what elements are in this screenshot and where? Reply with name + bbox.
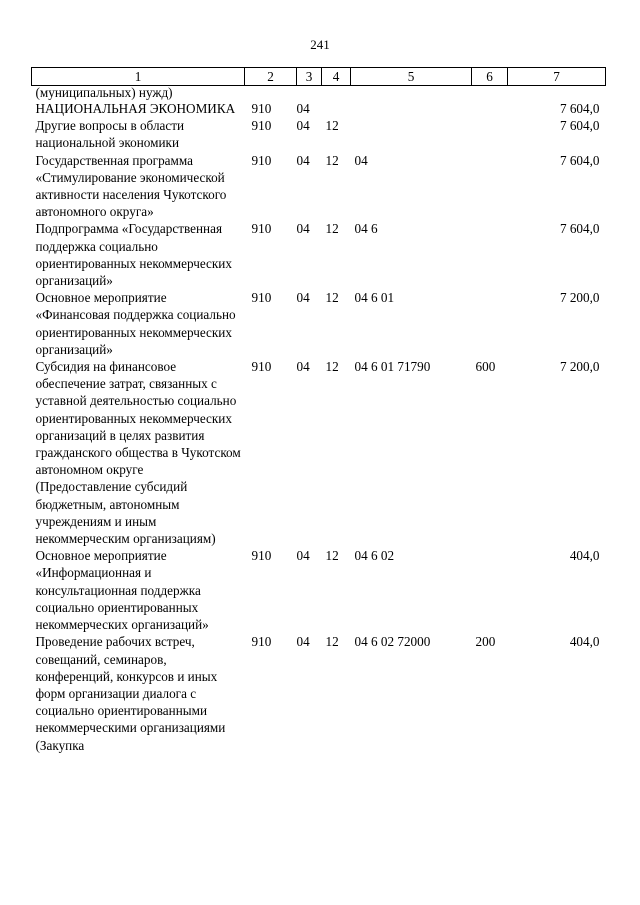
row-subsection-code: 12 xyxy=(325,634,339,650)
row-ministry-code: 910 xyxy=(251,359,272,375)
row-section-code: 04 xyxy=(296,634,310,650)
row-name: Субсидия на финансовое обеспечение затрат, связанных с уставной деятельностью социально ориентированных некоммерческих организаций в целях развития гражданского общества в Чукотском автономном округе (Предоставление субсидий бюджетным, автономным учреждениям и иным некоммерческим организациям) xyxy=(35,359,241,547)
row-target-article: 04 6 02 72000 xyxy=(354,634,431,650)
table-row xyxy=(32,117,606,151)
row-name: Другие вопросы в области национальной экономики xyxy=(35,118,185,151)
row-target-article: 04 6 01 xyxy=(354,290,395,306)
row-name: (муниципальных) нужд) xyxy=(35,85,173,100)
row-section-code: 04 xyxy=(296,152,310,168)
row-target-article: 04 xyxy=(354,152,368,168)
table-row xyxy=(32,100,606,117)
table-row xyxy=(32,358,606,547)
page-number: 241 xyxy=(310,37,330,52)
row-expense-type xyxy=(472,117,508,151)
table-row xyxy=(32,220,606,289)
row-subsection-code: 12 xyxy=(325,221,339,237)
header-col-2: 2 xyxy=(245,68,297,86)
row-amount: 7 604,0 xyxy=(559,101,600,116)
row-expense-type xyxy=(472,547,508,633)
row-target-article xyxy=(351,100,472,117)
row-amount: 404,0 xyxy=(569,634,600,650)
table-row xyxy=(32,289,606,358)
row-subsection-code xyxy=(322,86,351,101)
row-ministry-code: 910 xyxy=(251,152,272,168)
row-subsection-code: 12 xyxy=(325,548,339,564)
row-name: НАЦИОНАЛЬНАЯ ЭКОНОМИКА xyxy=(35,101,236,116)
row-amount: 7 200,0 xyxy=(559,290,600,306)
row-ministry-code: 910 xyxy=(251,548,272,564)
header-col-1: 1 xyxy=(32,68,245,86)
budget-table xyxy=(31,67,606,754)
row-target-article xyxy=(351,86,472,101)
row-name: Государственная программа «Стимулирование экономической активности населения Чукотского автономного округа» xyxy=(35,152,227,220)
row-subsection-code xyxy=(322,100,351,117)
header-col-6: 6 xyxy=(472,68,508,86)
header-col-4: 4 xyxy=(322,68,351,86)
row-section-code: 04 xyxy=(296,101,310,116)
row-amount xyxy=(508,86,606,101)
row-ministry-code: 910 xyxy=(251,221,272,237)
row-expense-type xyxy=(472,86,508,101)
table-row xyxy=(32,633,606,753)
row-expense-type: 200 xyxy=(475,634,496,650)
row-name: Подпрограмма «Государственная поддержка социально ориентированных некоммерческих организаций» xyxy=(35,221,232,289)
row-amount: 7 604,0 xyxy=(559,118,600,134)
table-row xyxy=(32,86,606,101)
row-section-code: 04 xyxy=(296,118,310,134)
row-amount: 7 604,0 xyxy=(559,221,600,237)
row-name: Проведение рабочих встреч, совещаний, семинаров, конференций, конкурсов и иных форм организации диалога с социально ориентированными некоммерческими организациями (Закупка xyxy=(35,634,226,753)
row-section-code: 04 xyxy=(296,359,310,375)
row-section-code: 04 xyxy=(296,290,310,306)
row-amount: 404,0 xyxy=(569,548,600,564)
row-ministry-code: 910 xyxy=(251,634,272,650)
row-section-code: 04 xyxy=(296,548,310,564)
row-subsection-code: 12 xyxy=(325,152,339,168)
row-expense-type xyxy=(472,289,508,358)
row-target-article xyxy=(351,117,472,151)
row-expense-type: 600 xyxy=(475,359,496,375)
row-target-article: 04 6 xyxy=(354,221,378,237)
row-section-code: 04 xyxy=(296,221,310,237)
row-amount: 7 604,0 xyxy=(559,152,600,168)
row-ministry-code xyxy=(245,86,297,101)
table-row xyxy=(32,152,606,221)
row-expense-type xyxy=(472,100,508,117)
table-header-row xyxy=(32,68,606,86)
header-col-3: 3 xyxy=(297,68,322,86)
row-subsection-code: 12 xyxy=(325,290,339,306)
row-ministry-code: 910 xyxy=(251,290,272,306)
header-col-7: 7 xyxy=(508,68,606,86)
row-amount: 7 200,0 xyxy=(559,359,600,375)
table-row xyxy=(32,547,606,633)
row-name: Основное мероприятие «Информационная и консультационная поддержка социально ориентированных некоммерческих организаций» xyxy=(35,548,209,633)
row-name: Основное мероприятие «Финансовая поддержка социально ориентированных некоммерческих организаций» xyxy=(35,290,236,357)
row-ministry-code: 910 xyxy=(251,118,272,134)
row-ministry-code: 910 xyxy=(251,101,272,116)
row-target-article: 04 6 02 xyxy=(354,548,395,564)
row-subsection-code: 12 xyxy=(325,118,339,134)
row-subsection-code: 12 xyxy=(325,359,339,375)
row-expense-type xyxy=(472,152,508,221)
header-col-5: 5 xyxy=(351,68,472,86)
row-section-code xyxy=(297,86,322,101)
row-target-article: 04 6 01 71790 xyxy=(354,359,431,375)
row-expense-type xyxy=(472,220,508,289)
